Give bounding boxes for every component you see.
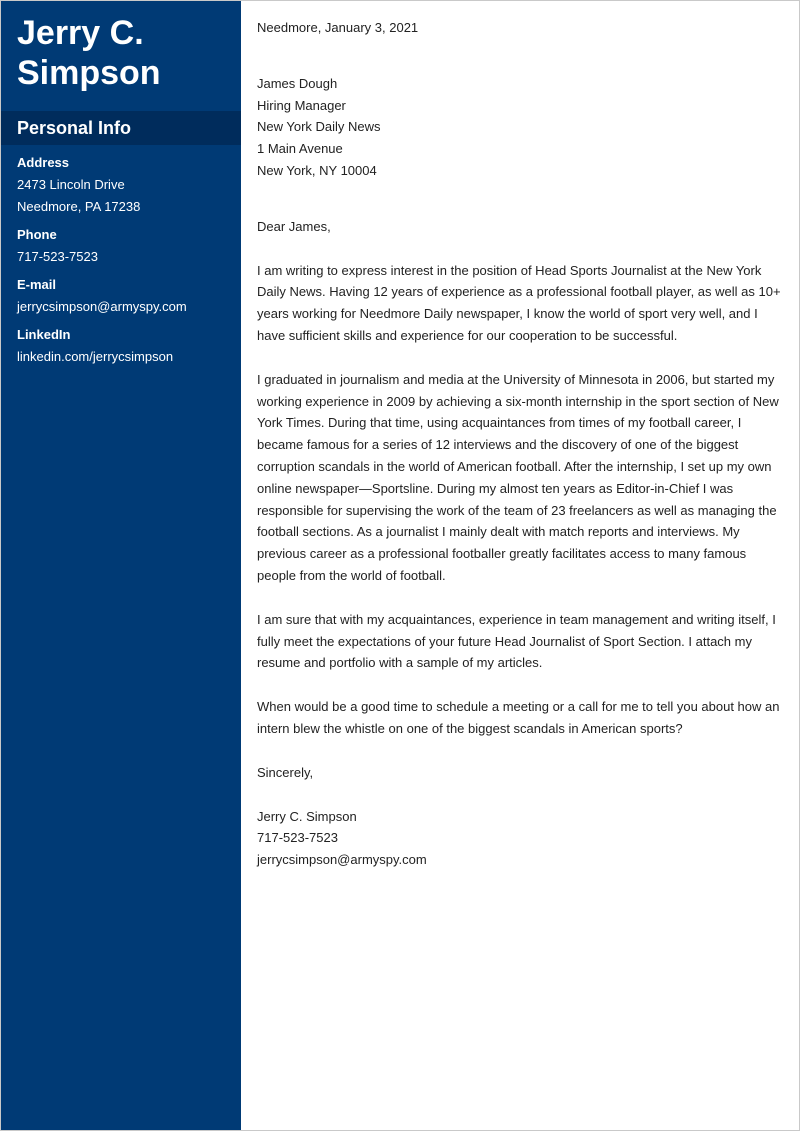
- greeting: Dear James,: [257, 218, 331, 234]
- letter-date: Needmore, January 3, 2021: [257, 20, 419, 35]
- recipient-street: 1 Main Avenue: [257, 141, 343, 157]
- name-line-1: Jerry C.: [17, 14, 144, 52]
- paragraph-2: I graduated in journalism and media at the University of Minnesota in 2006, but started my working experience in 2009 by achieving a six-month internship in the sport section of New York Times. During that time, using acquaintances from times of my football career, I became famous for a series of 12 interviews and the discovery of one of the biggest corruption scandals in the world of American football. After the internship, I set up my own online newspaper—Sportsline. During my almost ten years as Editor-in-Chief I was responsible for supervising the work of the team of 23 freelancers as well as managing the football sections. As a journalist I mainly dealt with match reports and interviews. My previous career as a professional footballer greatly facilitates access to many famous people from the world of football.: [257, 371, 779, 583]
- signature-email: jerrycsimpson@armyspy.com: [257, 852, 427, 868]
- signature-name: Jerry C. Simpson: [257, 808, 357, 824]
- applicant-name: [17, 13, 161, 93]
- linkedin-label: LinkedIn: [17, 327, 71, 342]
- email-value: jerrycsimpson@armyspy.com: [17, 299, 187, 314]
- name-line-2: Simpson: [17, 54, 161, 92]
- address-line-1: 2473 Lincoln Drive: [17, 177, 125, 192]
- personal-info-header: [1, 111, 241, 145]
- phone-value: 717-523-7523: [17, 249, 98, 264]
- recipient-name: James Dough: [257, 75, 338, 91]
- recipient-title: Hiring Manager: [257, 97, 346, 113]
- recipient-block: [257, 73, 783, 182]
- phone-label: Phone: [17, 227, 57, 242]
- letter-body: [257, 17, 783, 871]
- address-line-2: Needmore, PA 17238: [17, 199, 141, 214]
- signature-block: [257, 806, 783, 871]
- paragraph-1: I am writing to express interest in the position of Head Sports Journalist at the New York Daily News. Having 12 years of experience as a professional football player, as well as 10+ years working for Needmore Daily newspaper, I know the world of sport very well, and I have sufficient skills and experience for our cooperation to be successful.: [257, 262, 781, 343]
- email-label: E-mail: [17, 277, 57, 292]
- section-title: Personal Info: [17, 118, 132, 138]
- signature-phone: 717-523-7523: [257, 830, 338, 846]
- closing: Sincerely,: [257, 764, 314, 780]
- address-label: Address: [17, 155, 70, 170]
- paragraph-3: I am sure that with my acquaintances, experience in team management and writing itself, I fully meet the expectations of your future Head Journalist of Sport Section. I attach my resume and portfolio with a sample of my articles.: [257, 611, 776, 671]
- sidebar: [1, 1, 241, 1130]
- personal-info: [17, 152, 237, 368]
- recipient-city: New York, NY 10004: [257, 162, 377, 178]
- linkedin-value: linkedin.com/jerrycsimpson: [17, 349, 174, 364]
- paragraph-4: When would be a good time to schedule a meeting or a call for me to tell you about how an intern blew the whistle on one of the biggest scandals in American sports?: [257, 699, 780, 736]
- recipient-company: New York Daily News: [257, 119, 381, 135]
